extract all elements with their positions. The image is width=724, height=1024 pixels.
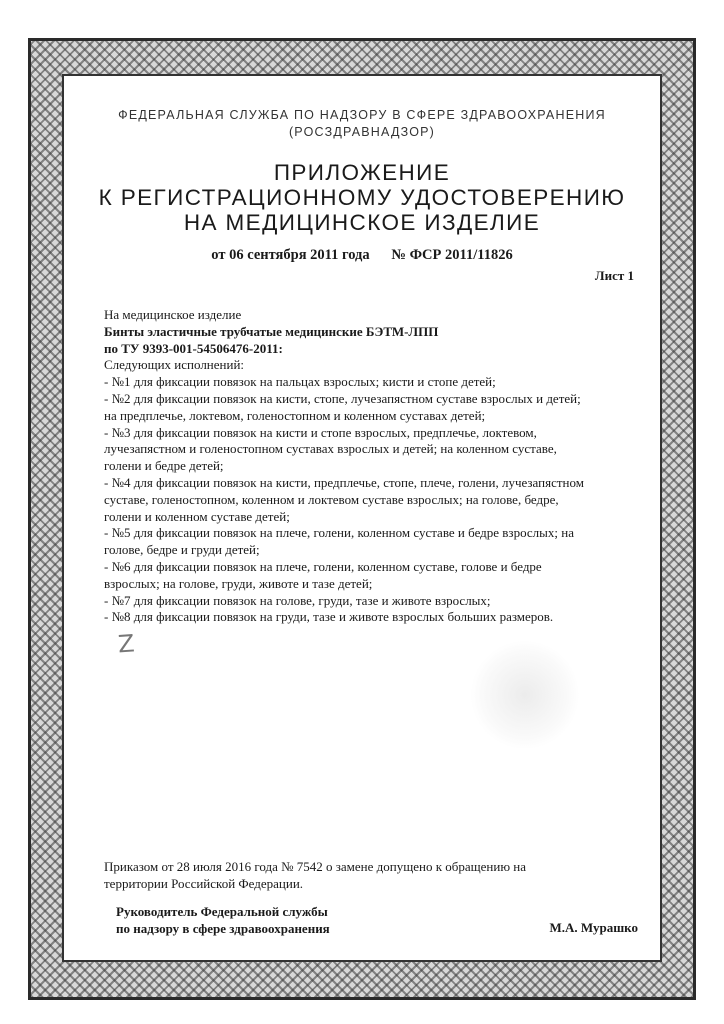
agency-abbreviation: (РОСЗДРАВНАДЗОР) — [288, 125, 436, 139]
handwritten-mark: Z — [117, 629, 136, 659]
body-line: - №2 для фиксации повязок на кисти, стопе, лучезапястном суставе взрослых и детей; — [104, 390, 581, 406]
body-intro: На медицинское изделие — [104, 307, 242, 322]
body-line: - №1 для фиксации повязок на пальцах взрослых; кисти и стопе детей; — [104, 374, 496, 390]
body-line: суставе, голеностопном, коленном и локтевом суставе взрослых; на голове, бедре, — [104, 491, 559, 507]
body-line: голени и коленном суставе детей; — [104, 508, 290, 524]
faint-stamp-smudge — [470, 640, 580, 750]
body-line: Следующих исполнений: — [104, 357, 245, 373]
body-line: - №7 для фиксации повязок на голове, груди, тазе и животе взрослых; — [104, 592, 491, 608]
certificate-date: от 06 сентября 2011 года — [211, 247, 370, 263]
title-line-3: НА МЕДИЦИНСКОЕ ИЗДЕЛИЕ — [183, 210, 541, 235]
signatory-name: М.А. Мурашко — [549, 920, 638, 935]
signatory-title-line-1: Руководитель Федеральной службы — [116, 904, 328, 919]
body-line: лучезапястном и голеностопном суставах взрослых и детей; на коленном суставе, — [104, 441, 557, 457]
body-line: взрослых; на голове, груди, животе и тазе детей; — [104, 575, 373, 591]
order-line-1: Приказом от 28 июля 2016 года № 7542 о замене допущено к обращению на — [104, 859, 527, 874]
product-spec: по ТУ 9393-001-54506476-2011: — [104, 340, 283, 356]
body-line: голове, бедре и груди детей; — [104, 542, 260, 558]
title-line-1: ПРИЛОЖЕНИЕ — [273, 160, 451, 185]
body-line: на предплечье, локтевом, голеностопном и коленном суставах детей; — [104, 407, 486, 423]
body-line: - №8 для фиксации повязок на груди, тазе и животе взрослых больших размеров. — [104, 609, 554, 625]
body-line: - №6 для фиксации повязок на плече, голени, коленном суставе, голове и бедре — [104, 558, 542, 574]
body-line: - №3 для фиксации повязок на кисти и стопе взрослых, предплечье, локтевом, — [104, 424, 537, 440]
signatory-title-line-2: по надзору в сфере здравоохранения — [116, 921, 330, 936]
body-line: - №5 для фиксации повязок на плече, голени, коленном суставе и бедре взрослых; на — [104, 525, 574, 541]
signatory-title — [116, 903, 330, 937]
document-title — [62, 160, 662, 235]
order-note — [104, 858, 624, 892]
body-line: - №4 для фиксации повязок на кисти, предплечье, стопе, плече, голени, лучезапястном — [104, 474, 584, 490]
sheet-number: Лист 1 — [594, 268, 634, 283]
order-line-2: территории Российской Федерации. — [104, 876, 304, 891]
agency-header — [62, 107, 662, 141]
certificate-number: № ФСР 2011/11826 — [391, 247, 513, 263]
certificate-reference — [62, 247, 662, 264]
product-name: Бинты эластичные трубчатые медицинские БЭТМ-ЛПП — [104, 323, 439, 339]
document-body — [104, 307, 644, 626]
title-line-2: К РЕГИСТРАЦИОННОМУ УДОСТОВЕРЕНИЮ — [98, 185, 626, 210]
agency-name: ФЕДЕРАЛЬНАЯ СЛУЖБА ПО НАДЗОРУ В СФЕРЕ ЗДРАВООХРАНЕНИЯ — [118, 108, 606, 122]
body-line: голени и бедре детей; — [104, 458, 224, 474]
